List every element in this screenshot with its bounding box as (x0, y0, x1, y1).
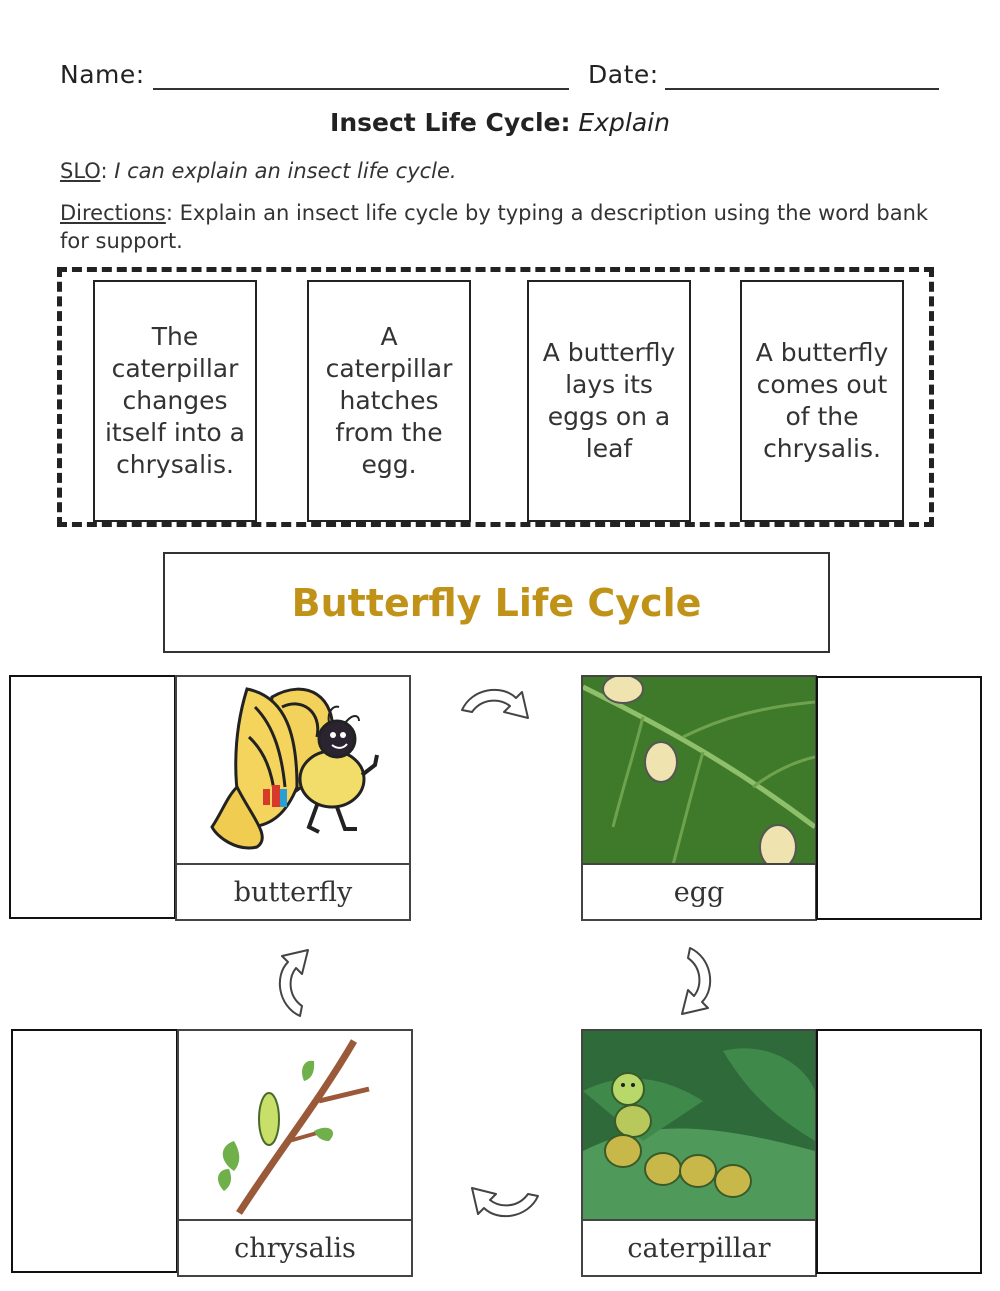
directions-label: Directions (60, 201, 166, 225)
cycle-title: Butterfly Life Cycle (163, 552, 830, 653)
directions-text: : Explain an insect life cycle by typing a description using the word bank for support. (60, 201, 929, 253)
word-bank-card[interactable]: A caterpillar hatches from the egg. (307, 280, 471, 522)
date-field[interactable] (665, 88, 939, 90)
caterpillar-card (581, 1029, 817, 1277)
caterpillar-caption: caterpillar (583, 1219, 815, 1275)
egg-card (581, 675, 817, 921)
caterpillar-illustration (583, 1031, 815, 1221)
egg-caption: egg (583, 863, 815, 919)
chrysalis-caption: chrysalis (179, 1219, 411, 1275)
curved-arrow-icon (466, 1182, 542, 1224)
slo-text: I can explain an insect life cycle. (114, 159, 457, 183)
slo-label: SLO (60, 159, 101, 183)
name-label: Name: (60, 60, 145, 89)
answer-box-chrysalis[interactable] (11, 1029, 178, 1273)
curved-arrow-icon (676, 944, 718, 1020)
butterfly-caption: butterfly (177, 863, 409, 919)
chrysalis-card (177, 1029, 413, 1277)
word-bank-card[interactable]: A butterfly lays its eggs on a leaf (527, 280, 691, 522)
curved-arrow-icon (272, 944, 314, 1020)
title-italic: Explain (578, 108, 670, 137)
word-bank-card[interactable]: A butterfly comes out of the chrysalis. (740, 280, 904, 522)
egg-leaf-illustration (583, 677, 815, 865)
page-title (0, 108, 1000, 137)
answer-box-egg[interactable] (816, 676, 982, 920)
date-label: Date: (588, 60, 659, 89)
slo-line: SLO: I can explain an insect life cycle. (60, 159, 457, 183)
butterfly-illustration (177, 677, 409, 865)
chrysalis-illustration (179, 1031, 411, 1221)
name-field[interactable] (153, 88, 569, 90)
answer-box-caterpillar[interactable] (816, 1029, 982, 1274)
butterfly-card (175, 675, 411, 921)
answer-box-butterfly[interactable] (9, 675, 176, 919)
curved-arrow-icon (458, 682, 534, 724)
directions-paragraph (60, 199, 940, 255)
title-bold: Insect Life Cycle: (330, 108, 571, 137)
word-bank-card[interactable]: The caterpillar changes itself into a chrysalis. (93, 280, 257, 522)
